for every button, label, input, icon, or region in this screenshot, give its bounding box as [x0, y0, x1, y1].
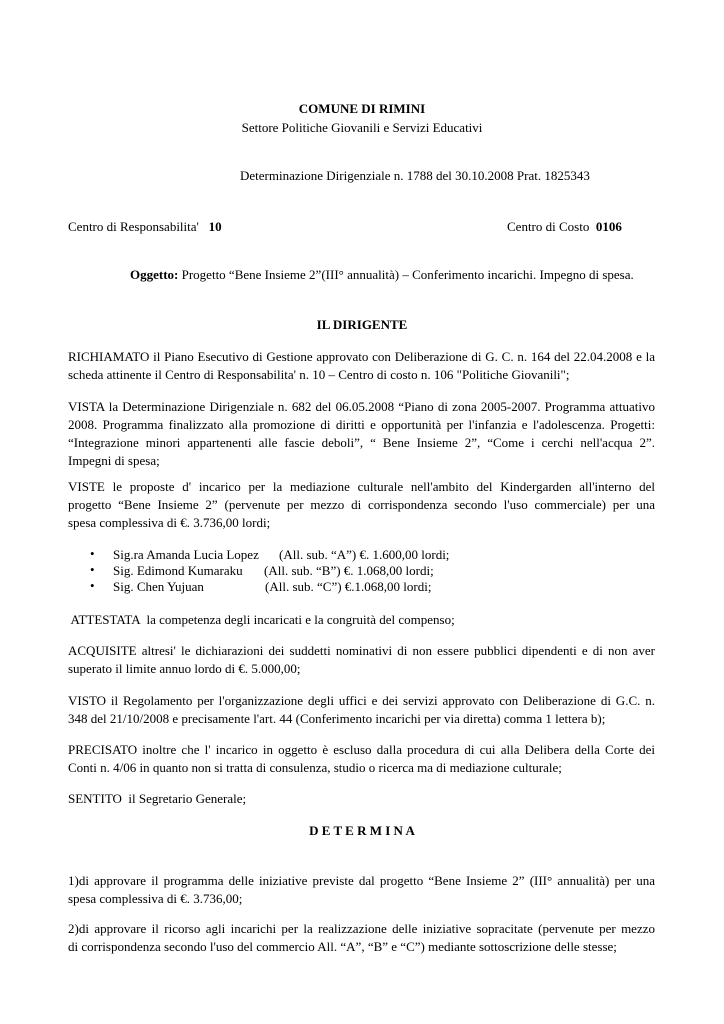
text-line: “Integrazione minori appartenenti alle fascie deboli”, “ Bene Insieme 2”, “Come i cerchi nell'acqua 2”.	[68, 435, 655, 450]
paragraph-sentito: SENTITO il Segretario Generale;	[68, 791, 247, 806]
text-line: 2008. Programma finalizzato alla promozione di diritti e opportunità per l'infanzia e l'adolescenza. Progetti:	[68, 417, 655, 432]
text-line: 2)di approvare il ricorso agli incarichi per la realizzazione delle iniziative sopracitate (pervenute per mezzo	[68, 921, 655, 936]
resp-label: Centro di Responsabilita'	[68, 219, 199, 234]
paragraph-acquisite	[68, 642, 655, 678]
subject-label: Oggetto:	[130, 267, 179, 282]
text-line: 348 del 21/10/2008 e precisamente l'art. 44 (Conferimento incarichi per via diretta) comma 1 lettera b);	[68, 711, 606, 726]
determina-title: D E T E R M I N A	[309, 823, 415, 838]
bullet-icon: •	[90, 546, 95, 561]
decision-two	[68, 920, 655, 956]
cost-value: 0106	[595, 219, 622, 234]
paragraph-attestata: ATTESTATA la competenza degli incaricati e la congruità del compenso;	[68, 612, 455, 627]
list-item-name: Sig. Edimond Kumaraku	[113, 563, 243, 578]
text-line: progetto “Bene Insieme 2” (pervenute per mezzo di corrispondenza secondo l'uso commerciale) per una	[68, 497, 655, 512]
text-line: scheda attinente il Centro di Responsabilita' n. 10 – Centro di costo n. 106 "Politiche Giovanili";	[68, 367, 570, 382]
decision-one	[68, 872, 655, 908]
list-item-detail: (All. sub. “A”) €. 1.600,00 lordi;	[279, 547, 450, 562]
paragraph-vista	[68, 398, 655, 470]
cost-center	[507, 218, 622, 236]
text-line: di corrispondenza secondo l'uso del commercio All. “A”, “B” e “C”) mediante sottoscrizione delle stesse;	[68, 939, 617, 954]
responsibility-center	[68, 218, 222, 236]
section-title: IL DIRIGENTE	[316, 317, 408, 332]
cost-label: Centro di Costo	[507, 219, 590, 234]
text-line: Conti n. 4/06 in quanto non si tratta di consulenza, studio o ricerca ma di mediazione culturale;	[68, 760, 562, 775]
list-item-detail: (All. sub. “B”) €. 1.068,00 lordi;	[264, 563, 434, 578]
paragraph-richiamato	[68, 348, 655, 384]
text-line: 1)di approvare il programma delle iniziative previste dal progetto “Bene Insieme 2” (III° annualità) per una	[68, 873, 655, 888]
text-line: VISTE le proposte d' incarico per la mediazione culturale nell'ambito del Kindergarden all'interno del	[68, 479, 655, 494]
subject-text: Progetto “Bene Insieme 2”(III° annualità) – Conferimento incarichi. Impegno di spesa.	[181, 267, 634, 282]
text-line: Impegni di spesa;	[68, 453, 160, 468]
text-line: spesa complessiva di €. 3.736,00 lordi;	[68, 515, 271, 530]
text-line: RICHIAMATO il Piano Esecutivo di Gestione approvato con Deliberazione di G. C. n. 164 del 22.04.2008 e la	[68, 349, 655, 364]
paragraph-precisato	[68, 741, 655, 777]
department: Settore Politiche Giovanili e Servizi Educativi	[241, 120, 483, 135]
list-item-name: Sig.ra Amanda Lucia Lopez	[113, 547, 259, 562]
text-line: VISTO il Regolamento per l'organizzazione degli uffici e dei servizi approvato con Deliberazione di G.C. n.	[68, 693, 655, 708]
text-line: spesa complessiva di €. 3.736,00;	[68, 891, 243, 906]
subject	[130, 266, 634, 284]
resp-value: 10	[208, 219, 222, 234]
text-line: superato il limite annuo lordo di €. 5.000,00;	[68, 661, 301, 676]
list-item-name: Sig. Chen Yujuan	[113, 579, 204, 594]
text-line: PRECISATO inoltre che l' incarico in oggetto è escluso dalla procedura di cui alla Delibera della Corte dei	[68, 742, 655, 757]
org-name: COMUNE DI RIMINI	[298, 101, 426, 116]
text-line: VISTA la Determinazione Dirigenziale n. 682 del 06.05.2008 “Piano di zona 2005-2007. Programma attuativo	[68, 399, 655, 414]
text-line: ACQUISITE altresi' le dichiarazioni dei suddetti nominativi di non essere pubblici dipendenti e di non aver	[68, 643, 655, 658]
paragraph-viste	[68, 478, 655, 532]
bullet-icon: •	[90, 578, 95, 593]
bullet-icon: •	[90, 562, 95, 577]
list-item-detail: (All. sub. “C”) €.1.068,00 lordi;	[265, 579, 432, 594]
determination-number: Determinazione Dirigenziale n. 1788 del 30.10.2008 Prat. 1825343	[240, 168, 590, 183]
paragraph-visto	[68, 692, 655, 728]
